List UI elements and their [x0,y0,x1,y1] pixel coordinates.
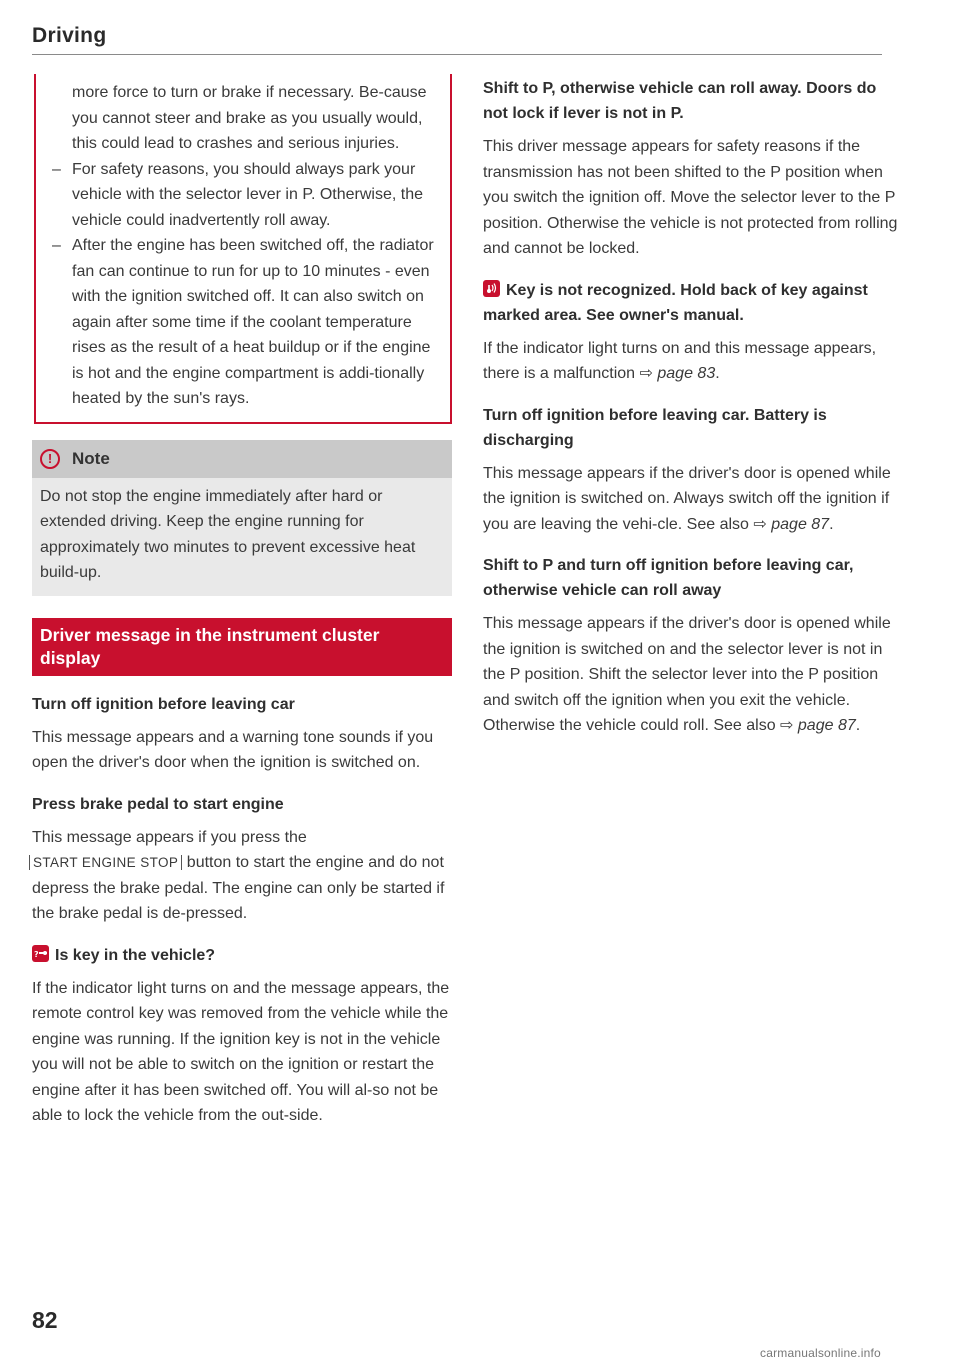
message-text-shift-to-p: This driver message appears for safety reasons if the transmission has not been shifted to the P position when you switch the ignition off. Move the selector lever to the P position. Otherwise the vehicle is not protected from rolling and cannot be locked. [483,138,898,257]
message-heading-battery-discharging: Turn off ignition before leaving car. Battery is discharging [483,406,827,449]
shift-turn-off-text-before: This message appears if the driver's door is opened while the ignition is switched on and the selector lever is not in the P position. Shift the selector lever into the P position and switch off the ignition when you exit the vehicle. Otherwise the vehicle could roll. See also [483,615,891,734]
note-text: Do not stop the engine immediately after hard or extended driving. Keep the engine running for approximately two minutes to prevent excessive heat build-up. [40,487,416,581]
press-brake-text-after: button to start the engine and do not depress the brake pedal. The engine can only be started if the brake pedal is de-pressed. [32,854,445,922]
press-brake-text-before: This message appears if you press the [32,828,307,846]
battery-text-before: This message appears if the driver's door is opened while the ignition is switched on. Always switch off the ignition if you are leaving the vehi-cle. See also [483,464,891,533]
message-heading-shift-to-p: Shift to P, otherwise vehicle can roll away. Doors do not lock if lever is not in P. [483,80,877,122]
message-text-turn-off-ignition: This message appears and a warning tone sounds if you open the driver's door when the ignition is switched on. [32,728,434,771]
section-heading: Driver message in the instrument cluster display [32,618,452,676]
page-number: 82 [32,1307,58,1333]
key-signal-indicator-icon [483,280,500,297]
warning-intro: more force to turn or brake if necessary. Be-cause you cannot steer and brake as you usually would, this could lead to crashes and serious injuries. [72,84,427,152]
page-87-link[interactable]: ⇨ page 87 [753,515,830,533]
message-text-key-not-recognized [483,336,903,387]
right-column [483,74,903,739]
battery-text-after: . [829,515,834,533]
warning-item-park: – For safety reasons, you should always park your vehicle with the selector lever in P. Otherwise, the vehicle could inadvertently roll away. [52,157,438,234]
message-text-key-in-vehicle: If the indicator light turns on and the message appears, the remote control key was removed from the vehicle while the engine was running. If the ignition key is not in the vehicle you will not be able to switch on the ignition or restart the engine after it has been switched off. You will al-so not be able to lock the vehicle from the out-side. [32,979,450,1124]
left-column [32,74,452,1129]
message-heading-key-not-recognized [483,278,903,328]
note-header [32,440,452,478]
message-heading-shift-and-turn-off: Shift to P and turn off ignition before leaving car, otherwise vehicle can roll away [483,557,854,599]
message-text-battery-discharging [483,461,903,538]
running-header: Driving [32,24,107,47]
key-not-recognized-text-after: . [715,365,720,382]
message-heading-turn-off-ignition: Turn off ignition before leaving car [32,695,295,713]
key-in-vehicle-heading-text: Is key in the vehicle? [55,946,216,964]
message-text-shift-and-turn-off [483,611,903,739]
svg-text:?: ? [34,949,39,959]
message-text-press-brake [32,825,452,927]
watermark: carmanualsonline.info [760,1346,881,1360]
shift-turn-off-text-after: . [855,717,861,734]
note-body [32,478,452,596]
exclamation-icon: ! [40,449,60,469]
page-87-link-second[interactable]: ⇨ page 87 [780,717,856,734]
page-83-link[interactable]: ⇨ page 83 [639,365,716,382]
message-heading-press-brake: Press brake pedal to start engine [32,795,284,813]
warning-item-fan: – After the engine has been switched off, the radiator fan can continue to run for up to 10 minutes - even with the ignition switched off. It can also switch on again after some time if the coolant temperature rises as the result of a heat buildup or if the engine is hot and the engine compartment is addi-tionally heated by the sun's rays. [52,233,438,412]
warning-box [34,74,452,424]
warning-list [52,157,438,412]
key-indicator-icon [32,945,49,962]
key-not-recognized-heading-text: Key is not recognized. Hold back of key against marked area. See owner's manual. [483,281,868,324]
key-not-recognized-text-before: If the indicator light turns on and this message appears, there is a malfunction [483,339,877,382]
message-heading-key-in-vehicle [32,943,452,968]
header-rule [32,54,882,55]
start-engine-stop-button-label: START ENGINE STOP [29,855,182,870]
note-label: Note [72,448,110,468]
